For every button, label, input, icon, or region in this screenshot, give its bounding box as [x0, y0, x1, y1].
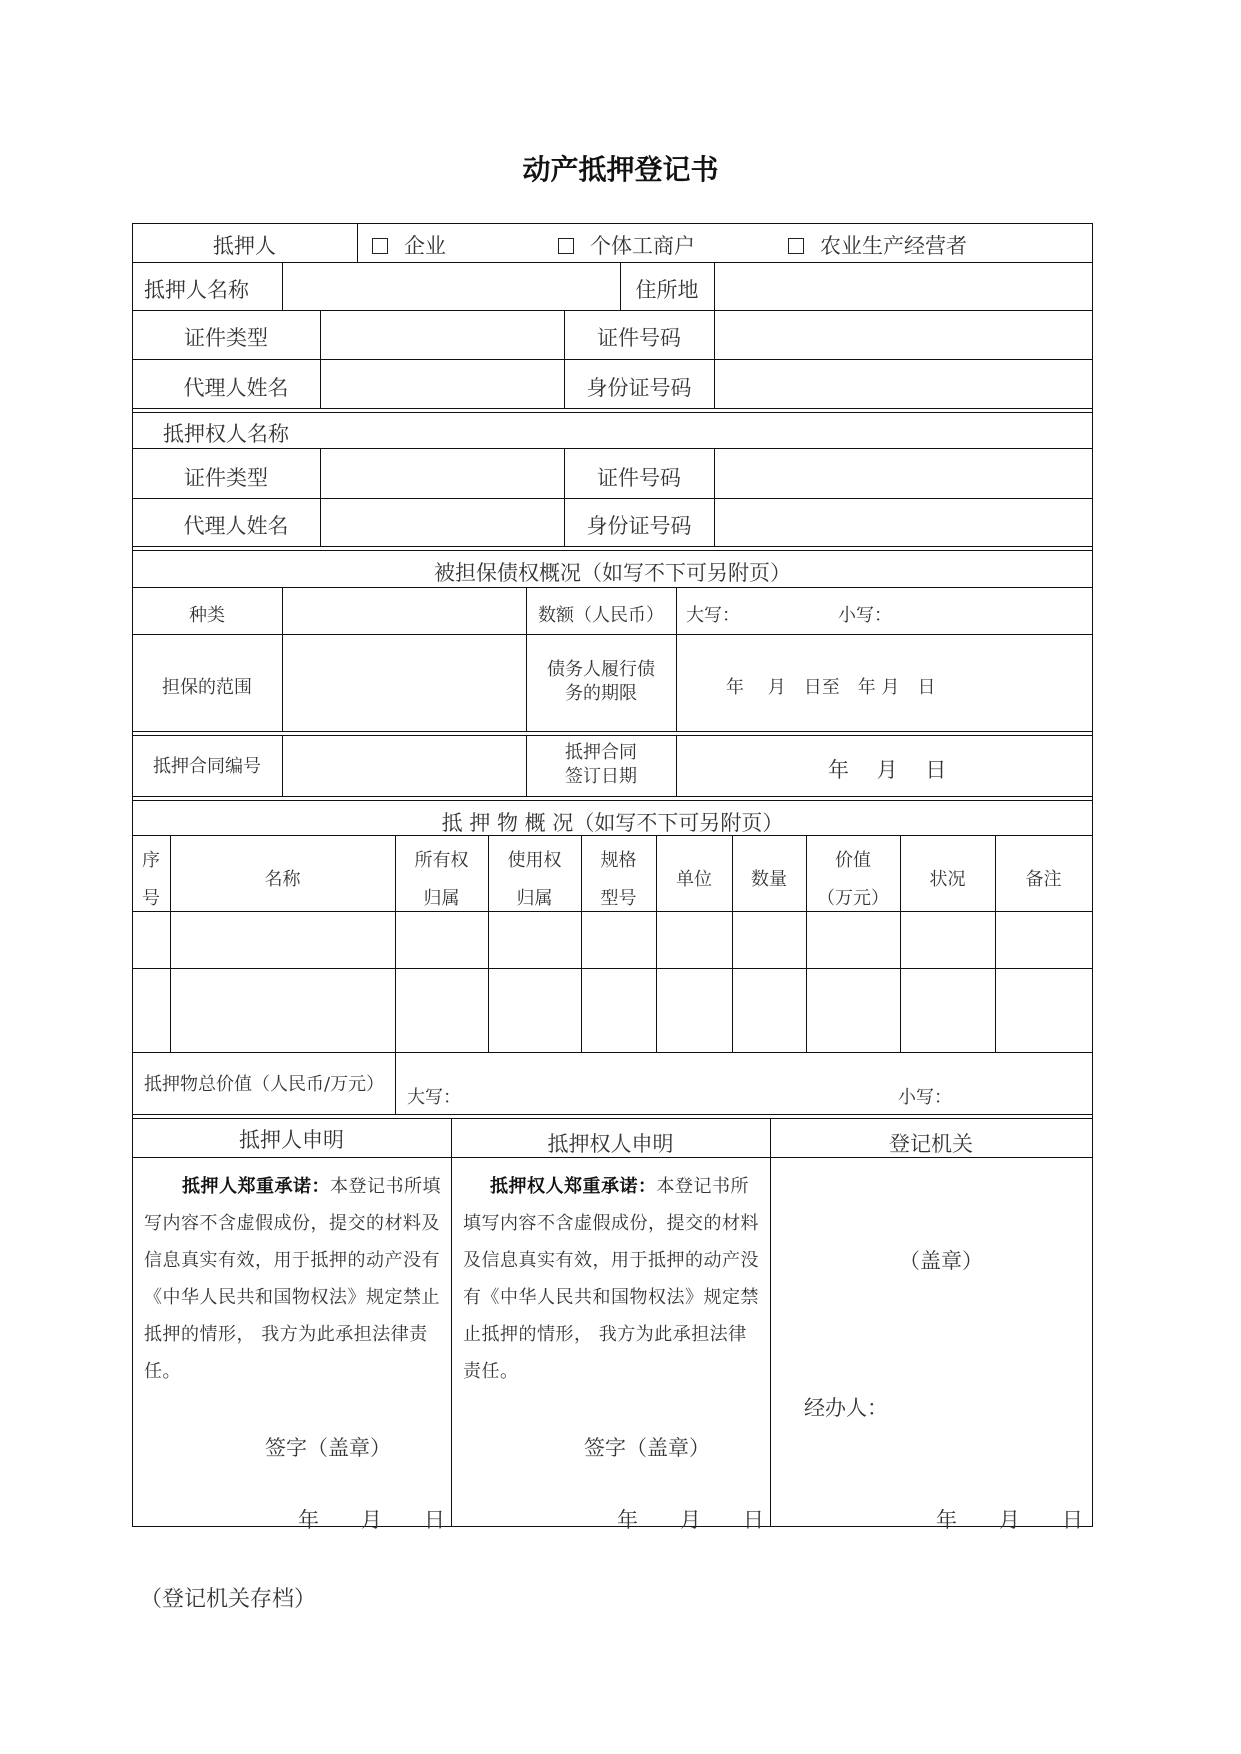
col-header-seq-1: 序	[142, 850, 160, 871]
cell-value[interactable]	[808, 913, 899, 967]
mortgagor-declaration-heading: 抵押人申明	[239, 1128, 344, 1152]
col-header-spec-1: 规格	[600, 850, 637, 871]
row-line	[132, 968, 1093, 969]
double-line	[132, 796, 1093, 797]
col-line	[282, 262, 283, 310]
double-line	[132, 412, 1093, 413]
mortgagor-date-label[interactable]: 年 月 日	[298, 1508, 445, 1532]
col-line	[357, 223, 358, 262]
double-line	[132, 1118, 1093, 1119]
checkbox-icon[interactable]	[558, 238, 574, 254]
double-line	[132, 408, 1093, 409]
address-label: 住所地	[635, 278, 699, 302]
registry-heading: 登记机关	[889, 1132, 973, 1156]
sign-date-label-line1: 抵押合同	[565, 742, 637, 763]
mortgagee-id-type-label: 证件类型	[184, 466, 268, 490]
col-line	[714, 448, 715, 546]
collateral-heading: 抵 押 物 概 况（如写不下可另附页）	[441, 811, 784, 835]
mortgagee-declaration-lead: 抵押权人郑重承诺：	[490, 1176, 657, 1197]
row-line	[132, 634, 1093, 635]
mortgagee-declaration-text	[463, 1168, 765, 1390]
col-line	[676, 735, 677, 796]
type-option-enterprise[interactable]	[372, 230, 446, 260]
double-line	[132, 546, 1093, 547]
col-header-remarks: 备注	[1025, 869, 1062, 890]
cell-seq[interactable]	[134, 970, 169, 1051]
sign-date-label-line2: 签订日期	[565, 766, 637, 787]
cell-usage[interactable]	[490, 913, 580, 967]
type-option-individual-business[interactable]	[558, 230, 695, 260]
registry-seal-label[interactable]: （盖章）	[899, 1249, 983, 1273]
term-field[interactable]: 年 月 日至 年 月 日	[726, 677, 936, 698]
cell-name[interactable]	[172, 913, 394, 967]
double-line	[132, 735, 1093, 736]
cell-quantity[interactable]	[734, 913, 805, 967]
col-line	[282, 735, 283, 796]
cell-condition[interactable]	[902, 970, 994, 1051]
checkbox-icon[interactable]	[788, 238, 804, 254]
double-line	[132, 800, 1093, 801]
debt-amount-label: 数额（人民币）	[538, 605, 664, 626]
row-line	[132, 223, 1093, 224]
type-option-label: 农业生产经营者	[820, 234, 967, 258]
type-option-label: 个体工商户	[590, 234, 695, 258]
col-line	[395, 1052, 396, 1114]
mortgagee-id-number-label: 证件号码	[597, 466, 681, 490]
double-line	[132, 550, 1093, 551]
border-right	[1092, 223, 1093, 1527]
row-line	[132, 448, 1093, 449]
cell-quantity[interactable]	[734, 970, 805, 1051]
col-header-seq-2: 号	[142, 888, 160, 909]
double-line	[132, 731, 1093, 732]
cell-value[interactable]	[808, 970, 899, 1051]
mortgagor-signature-label[interactable]: 签字（盖章）	[265, 1436, 391, 1460]
mortgagor-agent-name-label: 代理人姓名	[183, 376, 289, 400]
cell-ownership[interactable]	[397, 970, 487, 1051]
col-line	[770, 1118, 771, 1526]
mortgagee-declaration-heading: 抵押权人申明	[547, 1132, 674, 1156]
mortgagor-label: 抵押人	[213, 234, 276, 258]
col-header-value-2: （万元）	[817, 888, 889, 909]
mortgagee-declaration-body: 本登记书所填写内容不含虚假成份，提交的材料及信息真实有效，用于抵押的动产没有《中华人民共和国物权法》规定禁止抵押的情形， 我方为此承担法律责任。	[463, 1176, 759, 1382]
mortgagor-agent-id-label: 身份证号码	[586, 376, 692, 400]
cell-remarks[interactable]	[997, 913, 1091, 967]
secured-debt-heading: 被担保债权概况（如写不下可另附页）	[434, 561, 791, 585]
term-label-line2: 务的期限	[565, 683, 637, 704]
col-line	[714, 262, 715, 310]
row-line	[132, 359, 1093, 360]
row-line	[132, 498, 1093, 499]
archive-note: （登记机关存档）	[140, 1587, 317, 1612]
mortgagor-declaration-text	[144, 1168, 446, 1390]
cell-usage[interactable]	[490, 970, 580, 1051]
mortgagor-declaration-lead: 抵押人郑重承诺：	[182, 1176, 330, 1197]
cell-spec[interactable]	[583, 970, 655, 1051]
contract-number-label: 抵押合同编号	[153, 756, 261, 777]
total-value-upper[interactable]: 大写：	[407, 1087, 461, 1108]
mortgagee-signature-label[interactable]: 签字（盖章）	[584, 1436, 710, 1460]
sign-date-field[interactable]: 年 月 日	[828, 758, 947, 782]
cell-ownership[interactable]	[397, 913, 487, 967]
mortgagor-id-number-label: 证件号码	[597, 326, 681, 350]
mortgagee-agent-name-label: 代理人姓名	[183, 514, 289, 538]
col-line	[714, 310, 715, 408]
mortgagor-name-label: 抵押人名称	[144, 278, 249, 302]
debt-type-label: 种类	[189, 605, 225, 626]
cell-condition[interactable]	[902, 913, 994, 967]
row-line	[132, 262, 1093, 263]
row-line	[132, 310, 1093, 311]
col-header-name: 名称	[264, 869, 301, 890]
col-line	[451, 1118, 452, 1526]
mortgagee-name-label: 抵押权人名称	[163, 422, 289, 446]
col-header-unit: 单位	[676, 869, 712, 890]
cell-seq[interactable]	[134, 913, 169, 967]
row-line	[132, 587, 1093, 588]
cell-unit[interactable]	[658, 970, 731, 1051]
registry-handler-label[interactable]: 经办人：	[804, 1396, 888, 1420]
col-header-usage-2: 归属	[516, 888, 553, 909]
scope-label: 担保的范围	[162, 677, 252, 698]
checkbox-icon[interactable]	[372, 238, 388, 254]
registry-date-label[interactable]: 年 月 日	[936, 1508, 1083, 1532]
document-title: 动产抵押登记书	[522, 153, 719, 186]
col-line	[282, 587, 283, 731]
row-line	[132, 1052, 1093, 1053]
col-header-ownership-2: 归属	[423, 888, 460, 909]
cell-spec[interactable]	[583, 913, 655, 967]
col-header-quantity: 数量	[751, 869, 787, 890]
mortgagor-declaration-body: 本登记书所填写内容不含虚假成份，提交的材料及信息真实有效，用于抵押的动产没有《中华人民共和国物权法》规定禁止抵押的情形， 我方为此承担法律责任。	[144, 1176, 441, 1382]
col-header-condition: 状况	[929, 869, 966, 890]
type-option-label: 企业	[404, 234, 446, 258]
term-label-line1: 债务人履行债	[547, 659, 655, 680]
cell-unit[interactable]	[658, 913, 731, 967]
col-header-usage-1: 使用权	[507, 850, 562, 871]
cell-remarks[interactable]	[997, 970, 1091, 1051]
mortgagee-date-label[interactable]: 年 月 日	[617, 1508, 764, 1532]
mortgagee-agent-id-label: 身份证号码	[586, 514, 692, 538]
col-header-spec-2: 型号	[600, 888, 637, 909]
double-line	[132, 1114, 1093, 1115]
col-line	[676, 587, 677, 731]
mortgagor-id-type-label: 证件类型	[184, 326, 268, 350]
col-header-value-1: 价值	[835, 850, 871, 871]
debt-amount-upper[interactable]: 大写：	[686, 605, 740, 626]
col-header-ownership-1: 所有权	[414, 850, 469, 871]
total-value-label: 抵押物总价值（人民币/万元）	[144, 1074, 385, 1095]
cell-name[interactable]	[172, 970, 394, 1051]
debt-amount-lower[interactable]: 小写：	[838, 605, 892, 626]
row-line	[132, 911, 1093, 912]
type-option-agricultural-producer[interactable]	[788, 230, 967, 260]
total-value-lower[interactable]: 小写：	[898, 1087, 952, 1108]
